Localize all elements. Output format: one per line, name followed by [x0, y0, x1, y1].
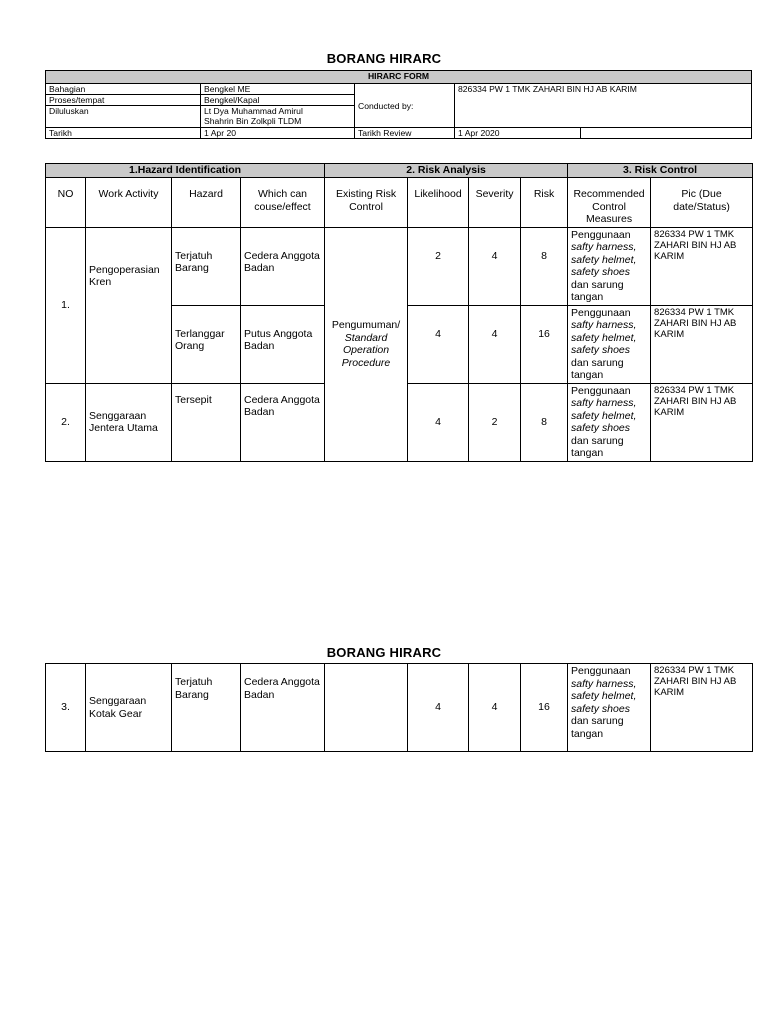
section-risk-control: 3. Risk Control: [568, 164, 753, 178]
row-likelihood: 4: [408, 664, 469, 752]
proses-label: Proses/tempat: [46, 95, 201, 106]
row-activity: Senggaraan Jentera Utama: [86, 383, 172, 461]
measure-post: dan sarung tangan: [571, 715, 624, 740]
section-risk-analysis: 2. Risk Analysis: [325, 164, 568, 178]
row-pic: 826334 PW 1 TMK ZAHARI BIN HJ AB KARIM: [651, 227, 753, 305]
existing-control-italic: Standard Operation Procedure: [341, 331, 391, 369]
bahagian-label: Bahagian: [46, 84, 201, 95]
measure-pre: Penggunaan: [571, 384, 631, 397]
row-effect: Cedera Anggota Badan: [241, 383, 325, 461]
row-hazard: Tersepit: [172, 383, 241, 461]
row-severity: 2: [469, 383, 521, 461]
col-likelihood: Likelihood: [408, 178, 469, 228]
row-severity: 4: [469, 664, 521, 752]
row-pic: 826334 PW 1 TMK ZAHARI BIN HJ AB KARIM: [651, 383, 753, 461]
row-measures: [568, 383, 651, 461]
col-severity: Severity: [469, 178, 521, 228]
row-measures: [568, 305, 651, 383]
row-existing-control: [325, 664, 408, 752]
row-existing-control: [325, 227, 408, 461]
conducted-label: Conducted by:: [355, 84, 455, 128]
row-hazard: Terjatuh Barang: [172, 227, 241, 305]
review-empty: [581, 128, 752, 139]
measure-post: dan sarung tangan: [571, 434, 624, 459]
row-effect: Cedera Anggota Badan: [241, 227, 325, 305]
measure-post: dan sarung tangan: [571, 356, 624, 381]
col-work-activity: Work Activity: [86, 178, 172, 228]
row-no: 1.: [46, 227, 86, 383]
existing-control-line-1: Pengumuman/: [331, 319, 401, 331]
row-risk: 16: [521, 664, 568, 752]
table-row: [46, 664, 753, 752]
hirarc-info-table: [45, 70, 752, 139]
diluluskan-value-line-1: Lt Dya Muhammad Amirul: [204, 106, 303, 116]
row-risk: 8: [521, 383, 568, 461]
row-no: 3.: [46, 664, 86, 752]
col-existing-control: Existing Risk Control: [325, 178, 408, 228]
hirarc-risk-table: [45, 163, 753, 462]
row-hazard: Terlanggar Orang: [172, 305, 241, 383]
measure-post: dan sarung tangan: [571, 278, 624, 303]
col-recommended-measures: Recommended Control Measures: [568, 178, 651, 228]
col-effect: Which can couse/effect: [241, 178, 325, 228]
measure-italic: safty harness, safety helmet, safety shoes: [571, 397, 637, 434]
row-measures: [568, 664, 651, 752]
bahagian-value: Bengkel ME: [201, 84, 355, 95]
row-effect: Cedera Anggota Badan: [241, 664, 325, 752]
measure-italic: safty harness, safety helmet, safety shoes: [571, 677, 637, 715]
diluluskan-value-line-2: Shahrin Bin Zolkpli TLDM: [204, 116, 302, 126]
measure-italic: safty harness, safety helmet, safety shoes: [571, 319, 637, 356]
row-severity: 4: [469, 305, 521, 383]
tarikh-label: Tarikh: [46, 128, 201, 139]
measure-pre: Penggunaan: [571, 665, 631, 677]
section-hazard-identification: 1.Hazard Identification: [46, 164, 325, 178]
row-pic: 826334 PW 1 TMK ZAHARI BIN HJ AB KARIM: [651, 664, 753, 752]
diluluskan-label: Diluluskan: [46, 106, 201, 128]
row-measures: [568, 227, 651, 305]
row-pic: 826334 PW 1 TMK ZAHARI BIN HJ AB KARIM: [651, 305, 753, 383]
row-no: 2.: [46, 383, 86, 461]
hirarc-form-title: HIRARC FORM: [46, 71, 752, 84]
table-row: [46, 227, 753, 305]
tarikh-value: 1 Apr 20: [201, 128, 355, 139]
row-activity: Senggaraan Kotak Gear: [86, 664, 172, 752]
hirarc-risk-table-continued: [45, 663, 753, 752]
col-hazard: Hazard: [172, 178, 241, 228]
row-risk: 16: [521, 305, 568, 383]
proses-value: Bengkel/Kapal: [201, 95, 355, 106]
page-title-bottom: BORANG HIRARC: [326, 645, 442, 660]
row-likelihood: 4: [408, 305, 469, 383]
page-title-top: BORANG HIRARC: [326, 51, 442, 66]
measure-pre: Penggunaan: [571, 306, 631, 319]
conducted-value: 826334 PW 1 TMK ZAHARI BIN HJ AB KARIM: [455, 84, 752, 128]
diluluskan-value: [201, 106, 355, 128]
row-likelihood: 4: [408, 383, 469, 461]
row-hazard: Terjatuh Barang: [172, 664, 241, 752]
row-activity: Pengoperasian Kren: [86, 227, 172, 383]
review-label: Tarikh Review: [355, 128, 455, 139]
row-risk: 8: [521, 227, 568, 305]
col-no: NO: [46, 178, 86, 228]
row-severity: 4: [469, 227, 521, 305]
measure-italic: safty harness, safety helmet, safety shoes: [571, 241, 637, 278]
existing-control-line-2: [328, 332, 404, 370]
review-value: 1 Apr 2020: [455, 128, 581, 139]
measure-pre: Penggunaan: [571, 228, 631, 241]
row-effect: Putus Anggota Badan: [241, 305, 325, 383]
col-risk: Risk: [521, 178, 568, 228]
col-pic: Pic (Due date/Status): [651, 178, 753, 228]
row-likelihood: 2: [408, 227, 469, 305]
